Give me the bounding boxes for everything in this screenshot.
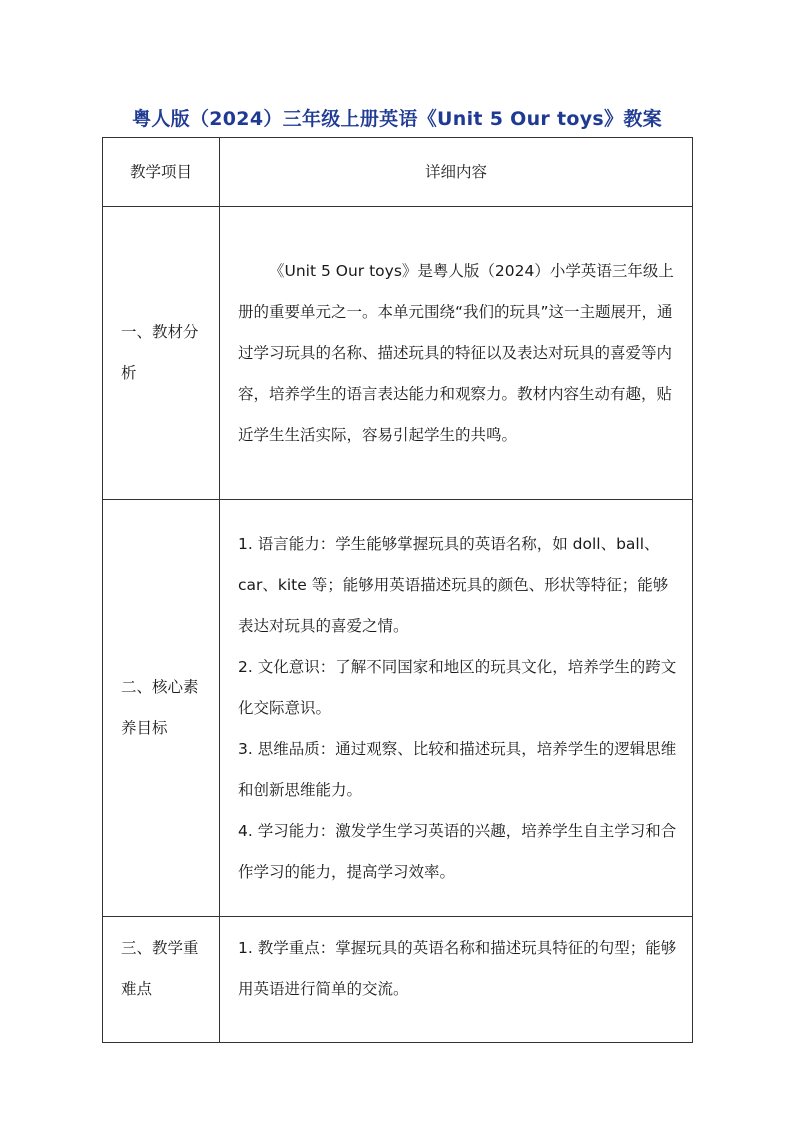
row-label-key-points: 三、教学重难点 (103, 917, 220, 1043)
row-label-textbook-analysis: 一、教材分析 (103, 207, 220, 500)
header-content: 详细内容 (220, 138, 693, 207)
goal-item: 1. 语言能力：学生能够掌握玩具的英语名称，如 doll、ball、car、kite 等；能够用英语描述玩具的颜色、形状等特征；能够表达对玩具的喜爱之情。 (238, 534, 669, 635)
table-row (103, 207, 693, 500)
row-content-core-goals (220, 500, 693, 917)
lesson-plan-table (102, 137, 693, 1043)
goal-item: 2. 文化意识：了解不同国家和地区的玩具文化，培养学生的跨文化交际意识。 (238, 657, 677, 717)
document-title: 粤人版（2024）三年级上册英语《Unit 5 Our toys》教案 (132, 108, 662, 130)
row-content-textbook-analysis (220, 207, 693, 500)
table-row (103, 917, 693, 1043)
row-label-core-goals: 二、核心素养目标 (103, 500, 220, 917)
table-row (103, 500, 693, 917)
key-point-item: 1. 教学重点：掌握玩具的英语名称和描述玩具特征的句型；能够用英语进行简单的交流。 (238, 939, 677, 998)
goal-item: 3. 思维品质：通过观察、比较和描述玩具，培养学生的逻辑思维和创新思维能力。 (238, 739, 677, 799)
table-header-row (103, 138, 693, 207)
row-content-key-points (220, 917, 693, 1043)
header-item: 教学项目 (103, 138, 220, 207)
goal-item: 4. 学习能力：激发学生学习英语的兴趣，培养学生自主学习和合作学习的能力，提高学习效率。 (238, 821, 677, 881)
analysis-paragraph: 《Unit 5 Our toys》是粤人版（2024）小学英语三年级上册的重要单元之一。本单元围绕“我们的玩具”这一主题展开，通过学习玩具的名称、描述玩具的特征以及表达对玩具的喜爱等内容，培养学生的语言表达能力和观察力。教材内容生动有趣，贴近学生生活实际，容易引起学生的共鸣。 (238, 261, 674, 444)
